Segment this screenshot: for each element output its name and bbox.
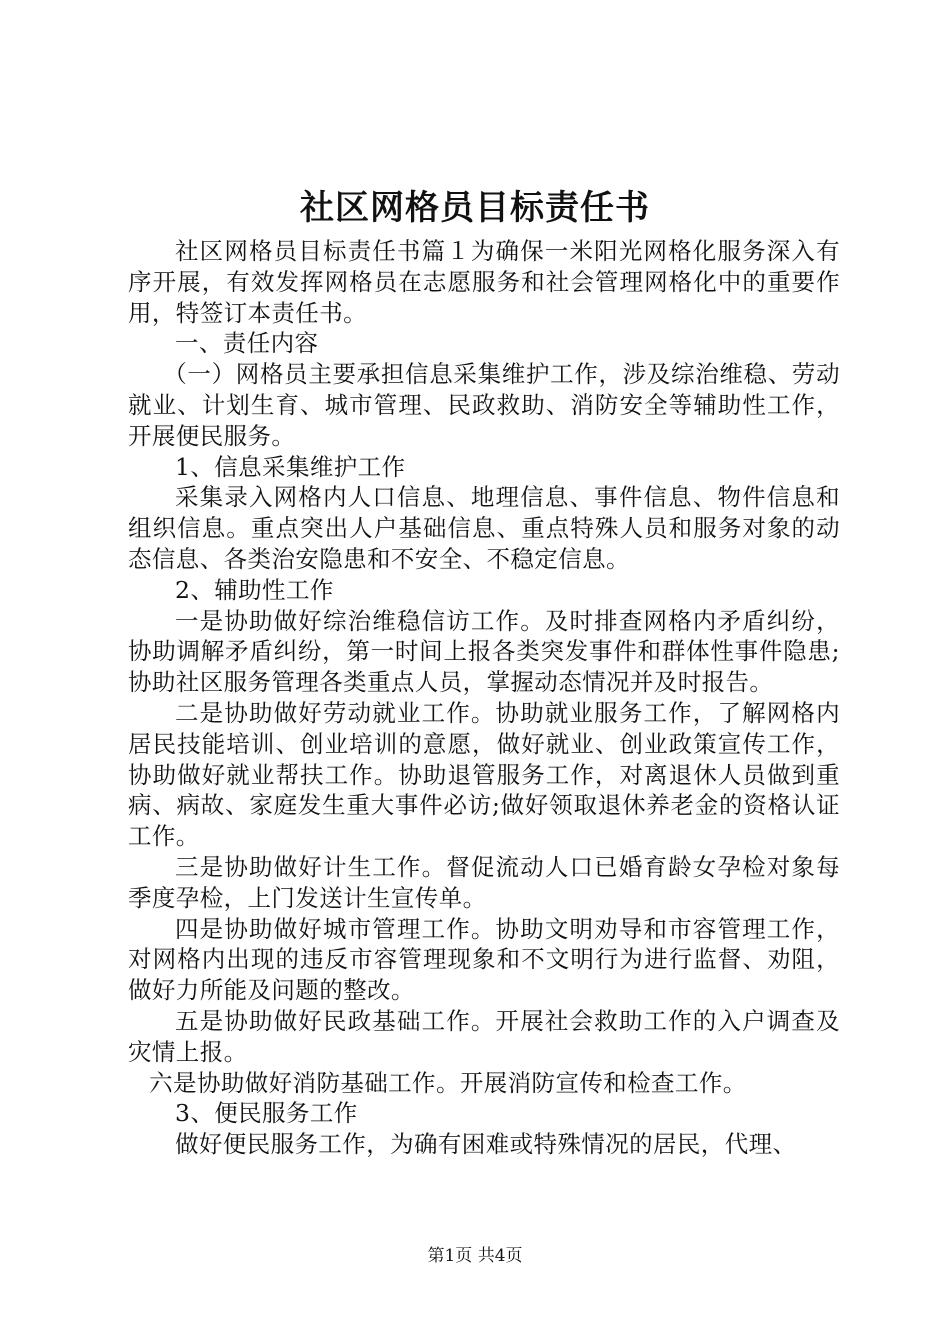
paragraph-convenience-service: 做好便民服务工作，为确有困难或特殊情况的居民，代理、 xyxy=(175,1130,797,1159)
paragraph-auxiliary-3: 三是协助做好计生工作。督促流动人口已婚育龄女孕检对象每季度孕检，上门发送计生宣传单。 xyxy=(128,852,840,912)
paragraph-auxiliary-6: 六是协助做好消防基础工作。开展消防宣传和检查工作。 xyxy=(149,1068,747,1097)
paragraph-auxiliary-4: 四是协助做好城市管理工作。协助文明劝导和市容管理工作，对网格内出现的违反市容管理现象和不文明行为进行监督、劝阻，做好力所能及问题的整改。 xyxy=(128,914,840,1005)
paragraph-info-collection: 采集录入网格内人口信息、地理信息、事件信息、物件信息和组织信息。重点突出人户基础信息、重点特殊人员和服务对象的动态信息、各类治安隐患和不安全、不稳定信息。 xyxy=(128,483,840,573)
heading-responsibility-content: 一、责任内容 xyxy=(175,329,319,358)
page-footer: 第1页 共4页 xyxy=(427,1246,523,1266)
heading-auxiliary-work: 2、辅助性工作 xyxy=(175,575,334,604)
paragraph-auxiliary-5: 五是协助做好民政基础工作。开展社会救助工作的入户调查及灾情上报。 xyxy=(128,1006,840,1066)
document-body xyxy=(128,236,840,1160)
paragraph-item-1: （一）网格员主要承担信息采集维护工作，涉及综治维稳、劳动就业、计划生育、城市管理、民政救助、消防安全等辅助性工作，开展便民服务。 xyxy=(128,360,840,450)
heading-info-collection: 1、信息采集维护工作 xyxy=(175,452,406,481)
heading-convenience-service: 3、便民服务工作 xyxy=(175,1099,358,1128)
paragraph-auxiliary-1: 一是协助做好综治维稳信访工作。及时排查网格内矛盾纠纷，协助调解矛盾纠纷，第一时间上报各类突发事件和群体性事件隐患;协助社区服务管理各类重点人员，掌握动态情况并及时报告。 xyxy=(128,606,840,697)
paragraph-auxiliary-2: 二是协助做好劳动就业工作。协助就业服务工作，了解网格内居民技能培训、创业培训的意愿，做好就业、创业政策宣传工作，协助做好就业帮扶工作。协助退管服务工作，对离退休人员做到重病、病故、家庭发生重大事件必访;做好领取退休养老金的资格认证工作。 xyxy=(128,698,840,851)
paragraph-intro: 社区网格员目标责任书篇１为确保一米阳光网格化服务深入有序开展，有效发挥网格员在志愿服务和社会管理网格化中的重要作用，特签订本责任书。 xyxy=(128,237,840,327)
document-title: 社区网格员目标责任书 xyxy=(300,188,650,228)
